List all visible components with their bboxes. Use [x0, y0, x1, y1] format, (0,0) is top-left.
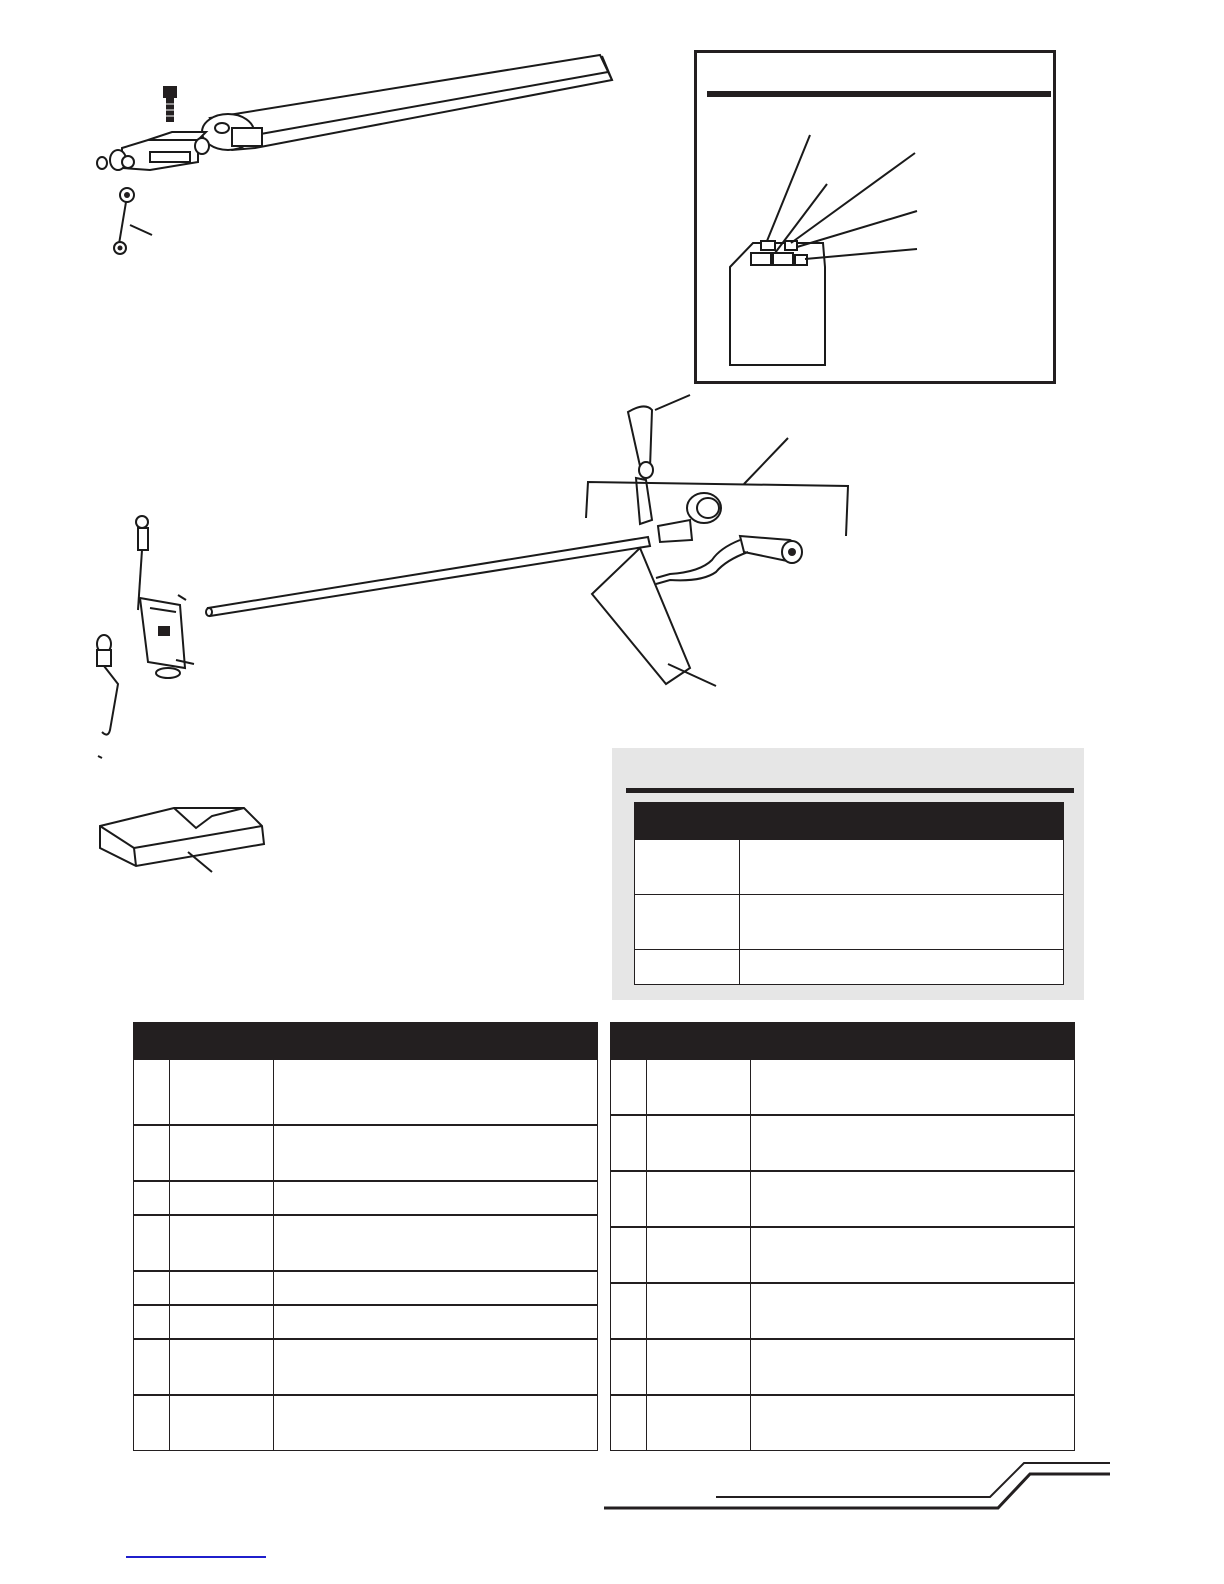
blade-detail [100, 808, 264, 872]
spec-cell [635, 895, 740, 950]
tail-rotor-assembly [586, 395, 848, 686]
col-header-desc [751, 1023, 1075, 1060]
spec-panel-rule [626, 788, 1074, 793]
table-row [611, 1060, 647, 1116]
col-header-part [170, 1023, 274, 1060]
blade-grip [202, 114, 262, 150]
spec-cell [740, 840, 1064, 895]
rotor-hub [97, 132, 209, 170]
table-row [134, 1060, 170, 1126]
table-row [134, 1271, 170, 1305]
table-row [134, 1215, 170, 1271]
label-callout-box [694, 50, 1056, 384]
table-row [611, 1395, 647, 1451]
spec-cell [740, 950, 1064, 985]
col-header-desc [274, 1023, 598, 1060]
spec-table [634, 802, 1064, 985]
blade-screw [163, 86, 177, 122]
table-row [611, 1227, 647, 1283]
rotor-blade [210, 55, 612, 150]
table-row [611, 1171, 647, 1227]
table-row [134, 1339, 170, 1395]
table-row [611, 1339, 647, 1395]
spec-header-1 [635, 803, 740, 840]
pitch-link [114, 188, 152, 254]
spec-cell [740, 895, 1064, 950]
table-row [134, 1181, 170, 1215]
table-row [611, 1283, 647, 1339]
col-header-part [647, 1023, 751, 1060]
spec-cell [635, 950, 740, 985]
table-row [611, 1115, 647, 1171]
table-row [134, 1395, 170, 1451]
footer-link[interactable] [126, 1556, 266, 1558]
tail-boom [206, 537, 650, 616]
control-board-assembly [97, 516, 194, 758]
spec-cell [635, 840, 740, 895]
parts-table-right [610, 1022, 1075, 1451]
label-diagram [697, 53, 1053, 381]
col-header-num [134, 1023, 170, 1060]
col-header-num [611, 1023, 647, 1060]
spec-header-2 [740, 803, 1064, 840]
table-row [134, 1125, 170, 1181]
table-row [134, 1305, 170, 1339]
parts-table-left [133, 1022, 598, 1451]
